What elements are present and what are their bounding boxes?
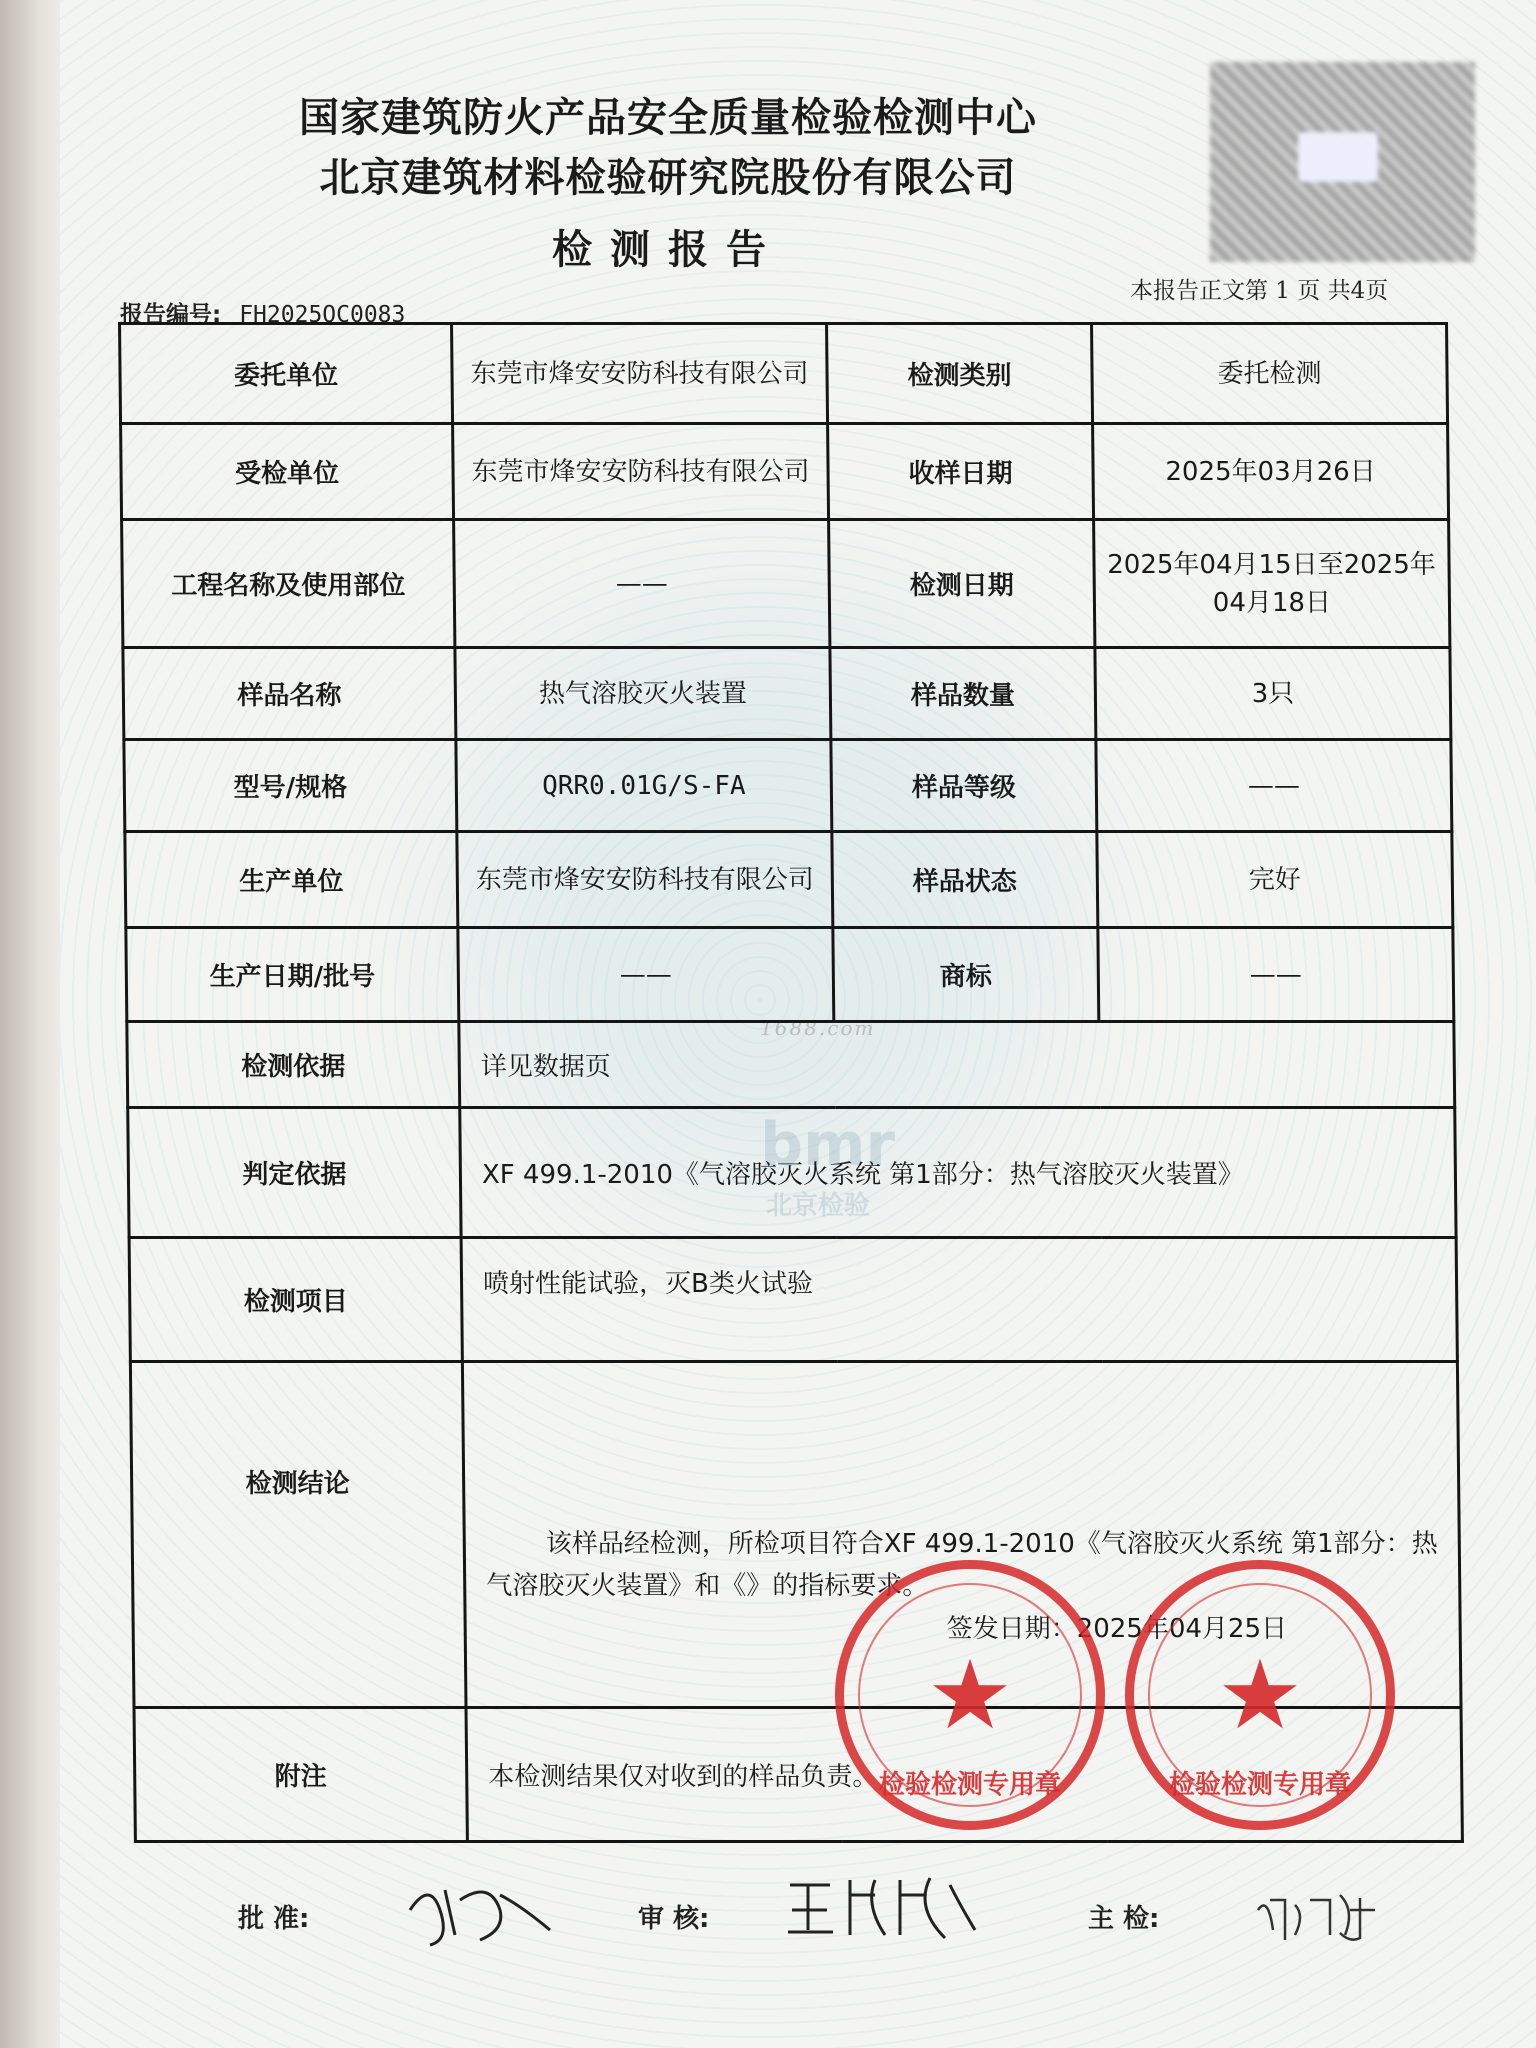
inspected-label: 受检单位: [121, 424, 454, 520]
review-label: 审 核:: [638, 1904, 710, 1934]
star-icon: ★: [1216, 1639, 1304, 1751]
test-date-label: 检测日期: [829, 520, 1095, 648]
judge-value: XF 499.1-2010《气溶胶灭火系统 第1部分：热气溶胶灭火装置》: [460, 1108, 1456, 1238]
test-date-value: 2025年04月15日至2025年04月18日: [1094, 520, 1450, 648]
sample-qty-label: 样品数量: [830, 648, 1096, 740]
brand-label: 商标: [833, 928, 1099, 1022]
basis-label: 检测依据: [127, 1022, 460, 1108]
table-row: [129, 1238, 1457, 1362]
client-value: 东莞市烽安安防科技有限公司: [452, 324, 828, 424]
brand-value: ——: [1098, 928, 1454, 1022]
qr-code-icon: [1210, 62, 1475, 262]
table-row: [122, 520, 1450, 648]
table-row: [124, 740, 1452, 832]
receive-date-label: 收样日期: [828, 424, 1094, 520]
left-official-seal: [835, 1560, 1105, 1830]
star-icon: ★: [926, 1639, 1014, 1751]
inspected-value: 东莞市烽安安防科技有限公司: [453, 424, 829, 520]
issuer-line-1: 国家建筑防火产品安全质量检验检测中心: [299, 95, 1037, 141]
left-seal-text: 检验检测专用章: [878, 1770, 1061, 1800]
note-value: 本检测结果仅对收到的样品负责。: [466, 1708, 1462, 1842]
report-page: [60, 0, 1536, 2048]
sample-state-value: 完好: [1097, 832, 1453, 928]
conclusion-label: 检测结论: [130, 1362, 466, 1708]
bmr-watermark-sub: 北京检验: [766, 1191, 871, 1221]
sample-grade-label: 样品等级: [831, 740, 1097, 832]
note-label: 附注: [134, 1708, 467, 1842]
sample-state-label: 样品状态: [832, 832, 1098, 928]
inspect-label: 主 检:: [1088, 1904, 1160, 1934]
right-seal-text: 检验检测专用章: [1168, 1770, 1351, 1800]
site-watermark: 1688.com: [760, 1016, 876, 1040]
model-label: 型号/规格: [124, 740, 457, 832]
issuer-line-2: 北京建筑材料检验研究院股份有限公司: [319, 155, 1017, 201]
approve-label: 批 准:: [238, 1904, 310, 1934]
producer-value: 东莞市烽安安防科技有限公司: [457, 832, 833, 928]
issue-date-value: 2025年04月25日: [1076, 1614, 1288, 1644]
prod-date-value: ——: [458, 928, 834, 1022]
prod-date-label: 生产日期/批号: [126, 928, 459, 1022]
project-value: ——: [454, 520, 830, 648]
sample-name-value: 热气溶胶灭火装置: [455, 648, 831, 740]
report-number-label: 报告编号:: [120, 302, 222, 328]
table-row: [128, 1108, 1456, 1238]
conclusion-text: 该样品经检测，所检项目符合XF 499.1-2010《气溶胶灭火系统 第1部分：热气溶胶灭火装置》和《》的指标要求。: [486, 1528, 1438, 1601]
sample-grade-value: ——: [1096, 740, 1452, 832]
table-row: [125, 832, 1453, 928]
test-type-value: 委托检测: [1092, 324, 1448, 424]
right-official-seal: [1125, 1560, 1395, 1830]
table-row: [121, 424, 1449, 520]
basis-value: 详见数据页: [459, 1022, 1455, 1108]
receive-date-value: 2025年03月26日: [1093, 424, 1449, 520]
inspect-signature: [1250, 1880, 1390, 1950]
issue-date-label: 签发日期：: [946, 1614, 1077, 1644]
bmr-watermark: bmr: [760, 1110, 896, 1180]
items-label: 检测项目: [129, 1238, 462, 1362]
report-number-value: FH2025QC0083: [239, 302, 406, 328]
sample-qty-value: 3只: [1095, 648, 1451, 740]
page-info: 本报告正文第 1 页 共4页: [1130, 278, 1389, 304]
model-value: QRR0.01G/S-FA: [456, 740, 832, 832]
table-row: [123, 648, 1451, 740]
approve-signature: [400, 1870, 570, 1950]
sample-name-label: 样品名称: [123, 648, 456, 740]
producer-label: 生产单位: [125, 832, 458, 928]
client-label: 委托单位: [120, 324, 453, 424]
project-label: 工程名称及使用部位: [122, 520, 455, 648]
test-type-label: 检测类别: [827, 324, 1093, 424]
review-signature: [780, 1860, 990, 1950]
items-value: 喷射性能试验，灭B类火试验: [461, 1238, 1457, 1362]
table-row: [126, 928, 1454, 1022]
table-row: [127, 1022, 1455, 1108]
judge-label: 判定依据: [128, 1108, 461, 1238]
table-row: [120, 324, 1448, 424]
report-title: 检测报告: [552, 227, 784, 273]
